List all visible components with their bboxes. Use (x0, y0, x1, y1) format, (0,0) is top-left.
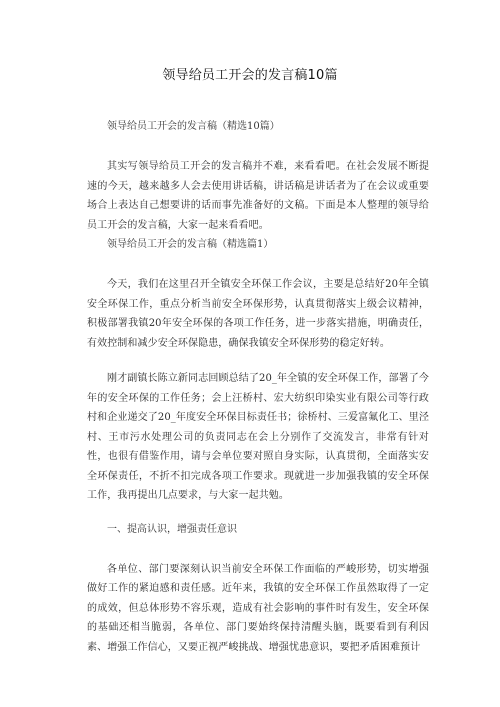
document-body (87, 119, 429, 657)
article-heading: 领导给员工开会的发言稿（精选篇1） (107, 239, 274, 250)
section-heading: 一、提高认识，增强责任意识 (107, 523, 237, 535)
section-paragraph: 各单位、部门要深刻认识当前安全环保工作面临的严峻形势，切实增强做好工作的紧迫感和责任感。近年来，我镇的安全环保工作虽然取得了一定的成效，但总体形势不容乐观，造成有社会影响的事件时有发生，安全环保的基础还相当脆弱，各单位、部门要始终保持清醒头脑，既要看到有利因素、增强工作信心，又要正视严峻挑战、增强忧患意识，要把矛盾困难预计 (87, 563, 429, 653)
document-title: 领导给员工开会的发言稿10篇 (162, 68, 338, 83)
intro-paragraph: 其实写领导给员工开会的发言稿并不难，来看看吧。在社会发展不断提速的今天，越来越多人会去使用讲话稿，讲话稿是讲话者为了在会议或重要场合上表达自己想要讲的话而事先准备好的文稿。下面是本人整理的领导给员工开会的发言稿，大家一起来看看吧。 (87, 161, 429, 231)
body-paragraph-2: 刚才副镇长陈立新同志回顾总结了20_年全镇的安全环保工作，部署了今年的安全环保的工作任务；会上汪桥村、宏大纺织印染实业有限公司等行政村和企业递交了20_年度安全环保目标责任书；徐桥村、三爱富氟化工、里泾村、王市污水处理公司的负责同志在会上分别作了交流发言，非常有针对性，也很有借鉴作用，请与会单位要对照自身实际，认真贯彻，全面落实安全环保责任，不折不扣完成各项工作要求。现就进一步加强我镇的安全环保工作，我再提出几点要求，与大家一起共勉。 (87, 373, 429, 501)
collection-heading: 领导给员工开会的发言稿（精选10篇） (107, 121, 280, 132)
body-paragraph-1: 今天，我们在这里召开全镇安全环保工作会议，主要是总结好20年全镇安全环保工作，重点分析当前安全环保形势，认真贯彻落实上级会议精神，积极部署我镇20年安全环保的各项工作任务，进一步落实措施，明确责任，有效控制和减少安全环保隐患，确保我镇安全环保形势的稳定好转。 (87, 279, 429, 349)
